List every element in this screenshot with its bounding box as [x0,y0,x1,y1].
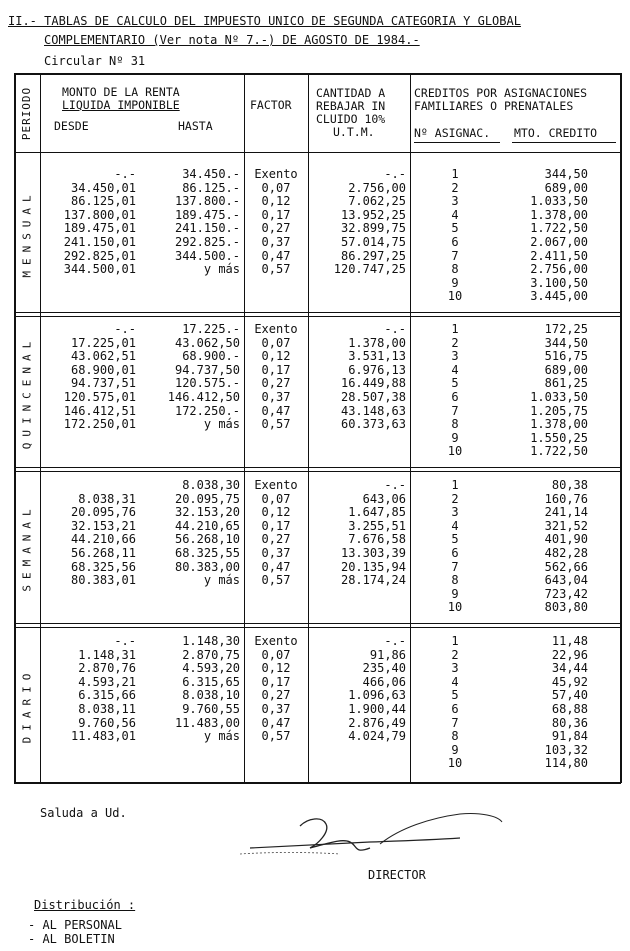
asignac-cell: 6 [451,235,459,249]
rebajar-cell: 7.062,25 [348,194,406,209]
factor-cell: 0,27 [261,532,291,547]
header-mto-credito: MTO. CREDITO [514,126,598,140]
section-sep-3a [14,623,621,624]
rebajar-cell: 16.449,88 [340,376,406,391]
hasta-cell: 68.900.- [182,349,240,364]
rebajar-cell: 1.647,85 [348,505,406,520]
credito-cell: 1.033,50 [530,390,588,404]
factor-cell: 0,47 [261,715,291,730]
credito-cell: 1.722,50 [530,221,588,236]
rebajar-cell: 4.024,79 [348,729,406,744]
asignac-cell: 6 [451,702,459,716]
credito-cell: 57,40 [551,688,588,703]
asignac-cell: 6 [451,390,459,404]
desde-cell: 137.800,01 [63,207,136,222]
factor-cell: 0,07 [261,180,291,195]
credito-cell: 172,25 [544,322,588,336]
asignac-cell: 8 [451,262,459,277]
factor-cell: 0,17 [261,674,291,689]
credito-cell: 2.756,00 [530,262,588,277]
asignac-cell: 10 [447,444,463,459]
rebajar-cell: 1.900,44 [348,702,406,716]
rebajar-cell: 43.148,63 [340,403,406,418]
desde-cell: 86.125,01 [70,194,136,209]
asignac-cell: 3 [451,505,459,520]
hasta-cell: 32.153,20 [174,505,240,520]
hasta-cell: 8.038,30 [182,478,240,492]
factor-cell: 0,12 [261,194,291,209]
hasta-cell: y más [203,262,240,277]
asignac-cell: 3 [451,349,459,364]
table-bottom-border [14,782,621,784]
asignac-cell: 4 [451,362,459,377]
header-hasta: HASTA [178,119,213,133]
desde-cell: 43.062,51 [70,349,136,364]
factor-cell: 0,37 [261,546,291,560]
rebajar-cell: 1.378,00 [348,335,406,350]
asignac-cell: 1 [451,167,459,181]
header-creditos-2: FAMILIARES O PRENATALES [414,99,574,113]
col-sep-cantidad [410,73,411,783]
rebajar-cell: 60.373,63 [340,417,406,432]
factor-cell: 0,57 [261,417,291,432]
table-right-border [620,73,622,783]
credito-cell: 22,96 [551,647,588,662]
asignac-cell: 10 [447,289,463,304]
hasta-cell: 86.125.- [182,180,240,195]
desde-cell: 17.225,01 [70,335,136,350]
credito-cell: 34,44 [551,661,588,676]
desde-cell: -.- [114,634,136,648]
header-cantidad-2: REBAJAR IN [316,99,386,113]
credito-cell: 80,36 [551,715,588,730]
rebajar-cell: 6.976,13 [348,362,406,377]
asignac-cell: 5 [451,376,459,391]
credito-underline [512,142,616,143]
desde-cell: 56.268,11 [70,546,136,560]
rebajar-cell: 1.096,63 [348,688,406,703]
header-monto-2: LIQUIDA IMPONIBLE [62,98,180,112]
asignac-cell: 10 [447,756,463,771]
hasta-cell: y más [203,417,240,432]
credito-cell: 114,80 [544,756,588,771]
hasta-cell: 34.450.- [182,167,240,181]
asignac-cell: 3 [451,661,459,676]
closing-greeting: Saluda a Ud. [40,806,127,820]
rebajar-cell: -.- [384,167,406,181]
credito-cell: 3.100,50 [530,275,588,290]
hasta-cell: 2.870,75 [182,647,240,662]
heading-line-2: COMPLEMENTARIO (Ver nota Nº 7.-) DE AGOSTO DE 1984.- [44,33,420,47]
rebajar-cell: 235,40 [362,661,406,676]
header-periodo: PERIODO [20,86,34,140]
credito-cell: 689,00 [544,362,588,377]
rebajar-cell: 120.747,25 [333,262,406,277]
asignac-cell: 5 [451,221,459,236]
credito-cell: 103,32 [544,742,588,757]
credito-cell: 1.550,25 [530,430,588,445]
section-label-1: QUINCENAL [20,335,34,449]
asignac-cell: 2 [451,647,459,662]
header-cantidad-1: CANTIDAD A [316,86,386,100]
hasta-cell: 94.737,50 [174,362,240,377]
factor-cell: 0,12 [261,661,291,676]
factor-cell: 0,57 [261,262,291,277]
desde-cell: 68.325,56 [70,559,136,574]
desde-cell: 8.038,11 [78,702,136,716]
desde-cell: 80.383,01 [70,573,136,588]
asignac-cell: 9 [451,742,459,757]
desde-cell: 292.825,01 [63,248,136,263]
desde-cell: 146.412,51 [63,403,136,418]
hasta-cell: 120.575.- [174,376,240,391]
table-top-border [14,73,621,75]
section-sep-1b [14,316,621,317]
factor-cell: 0,57 [261,729,291,744]
asignac-cell: 6 [451,546,459,560]
credito-cell: 160,76 [544,491,588,506]
desde-cell: 9.760,56 [78,715,136,730]
col-sep-monto [244,73,245,783]
circular-reference: Circular Nº 31 [44,54,146,68]
hasta-cell: 68.325,55 [174,546,240,560]
rebajar-cell: -.- [384,322,406,336]
rebajar-cell: 2.756,00 [348,180,406,195]
section-sep-2b [14,471,621,472]
rebajar-cell: 28.174,24 [340,573,406,588]
header-bottom-line [14,152,621,153]
hasta-cell: y más [203,573,240,588]
factor-cell: Exento [254,634,298,648]
factor-cell: 0,27 [261,221,291,236]
factor-cell: Exento [254,322,298,336]
rebajar-cell: 91,86 [369,647,406,662]
desde-cell: 2.870,76 [78,661,136,676]
credito-cell: 1.378,00 [530,417,588,432]
credito-cell: 482,28 [544,546,588,560]
section-label-3: DIARIO [20,667,34,743]
asignac-cell: 1 [451,634,459,648]
asignac-cell: 9 [451,430,459,445]
factor-cell: 0,17 [261,362,291,377]
header-desde: DESDE [54,119,89,133]
credito-cell: 3.445,00 [530,289,588,304]
factor-cell: 0,37 [261,235,291,249]
credito-cell: 562,66 [544,559,588,574]
desde-cell: 241.150,01 [63,235,136,249]
credito-cell: 241,14 [544,505,588,520]
credito-cell: 643,04 [544,573,588,588]
credito-cell: 68,88 [551,702,588,716]
credito-cell: 344,50 [544,335,588,350]
desde-cell: 4.593,21 [78,674,136,689]
director-label: DIRECTOR [368,868,426,882]
desde-cell: 120.575,01 [63,390,136,404]
credito-cell: 2.411,50 [530,248,588,263]
hasta-cell: 43.062,50 [174,335,240,350]
credito-cell: 80,38 [551,478,588,492]
asignac-cell: 2 [451,180,459,195]
credito-cell: 516,75 [544,349,588,364]
factor-cell: 0,37 [261,702,291,716]
hasta-cell: 11.483,00 [174,715,240,730]
factor-cell: 0,12 [261,349,291,364]
credito-cell: 91,84 [551,729,588,744]
header-factor: FACTOR [250,98,292,112]
rebajar-cell: -.- [384,634,406,648]
rebajar-cell: 20.135,94 [340,559,406,574]
credito-cell: 1.722,50 [530,444,588,459]
distribution-heading: Distribución : [34,898,136,912]
credito-cell: 11,48 [551,634,588,648]
distribution-item-boletin: - AL BOLETIN [28,932,115,946]
asignac-cell: 4 [451,674,459,689]
distribution-item-personal: - AL PERSONAL [28,918,122,932]
factor-cell: Exento [254,478,298,492]
section-sep-1a [14,312,621,313]
factor-cell: 0,07 [261,491,291,506]
rebajar-cell: -.- [384,478,406,492]
factor-cell: 0,47 [261,559,291,574]
rebajar-cell: 7.676,58 [348,532,406,547]
hasta-cell: 17.225.- [182,322,240,336]
section-label-0: MENSUAL [20,188,34,278]
hasta-cell: 56.268,10 [174,532,240,547]
asignac-cell: 8 [451,573,459,588]
asignac-cell: 10 [447,600,463,615]
hasta-cell: 1.148,30 [182,634,240,648]
section-sep-3b [14,627,621,628]
hasta-cell: y más [203,729,240,744]
desde-cell: -.- [114,167,136,181]
hasta-cell: 172.250.- [174,403,240,418]
factor-cell: 0,07 [261,647,291,662]
hasta-cell: 137.800.- [174,194,240,209]
factor-cell: 0,37 [261,390,291,404]
hasta-cell: 146.412,50 [167,390,240,404]
section-label-2: SEMANAL [20,503,34,592]
rebajar-cell: 13.952,25 [340,207,406,222]
credito-cell: 1.205,75 [530,403,588,418]
rebajar-cell: 2.876,49 [348,715,406,730]
factor-cell: 0,27 [261,688,291,703]
hasta-cell: 8.038,10 [182,688,240,703]
desde-cell: 34.450,01 [70,180,136,195]
desde-cell: 172.250,01 [63,417,136,432]
desde-cell: 6.315,66 [78,688,136,703]
rebajar-cell: 643,06 [362,491,406,506]
desde-cell: 344.500,01 [63,262,136,277]
asignac-cell: 4 [451,207,459,222]
rebajar-cell: 57.014,75 [340,235,406,249]
col-sep-factor [308,73,309,783]
rebajar-cell: 13.303,39 [340,546,406,560]
rebajar-cell: 3.255,51 [348,518,406,533]
asignac-cell: 2 [451,491,459,506]
hasta-cell: 292.825.- [174,235,240,249]
factor-cell: 0,47 [261,403,291,418]
desde-cell: 11.483,01 [70,729,136,744]
asignac-cell: 9 [451,275,459,290]
factor-cell: 0,17 [261,207,291,222]
credito-cell: 1.033,50 [530,194,588,209]
credito-cell: 45,92 [551,674,588,689]
desde-cell: 68.900,01 [70,362,136,377]
credito-cell: 861,25 [544,376,588,391]
desde-cell: 189.475,01 [63,221,136,236]
header-cantidad-3: CLUIDO 10% [316,112,386,126]
hasta-cell: 20.095,75 [174,491,240,506]
asignac-cell: 3 [451,194,459,209]
asignac-cell: 1 [451,322,459,336]
credito-cell: 723,42 [544,586,588,601]
rebajar-cell: 32.899,75 [340,221,406,236]
credito-cell: 803,80 [544,600,588,615]
hasta-cell: 6.315,65 [182,674,240,689]
hasta-cell: 44.210,65 [174,518,240,533]
heading-line-1 [8,14,521,28]
asignac-cell: 7 [451,403,459,418]
hasta-cell: 344.500.- [174,248,240,263]
section-sep-2a [14,467,621,468]
rebajar-cell: 466,06 [362,674,406,689]
factor-cell: 0,07 [261,335,291,350]
header-cantidad-4: U.T.M. [333,125,375,139]
heading-line-1-text: II.- TABLAS DE CALCULO DEL IMPUESTO UNICO DE SEGUNDA CATEGORIA Y GLOBAL [8,14,521,28]
asignac-cell: 4 [451,518,459,533]
header-creditos-1: CREDITOS POR ASIGNACIONES [414,86,588,100]
factor-cell: 0,47 [261,248,291,263]
hasta-cell: 189.475.- [174,207,240,222]
factor-cell: Exento [254,167,298,181]
credito-cell: 401,90 [544,532,588,547]
hasta-cell: 4.593,20 [182,661,240,676]
desde-cell: 44.210,66 [70,532,136,547]
rebajar-cell: 3.531,13 [348,349,406,364]
credito-cell: 344,50 [544,167,588,181]
desde-cell: 32.153,21 [70,518,136,533]
desde-cell: -.- [114,322,136,336]
asignac-underline [414,142,500,143]
asignac-cell: 7 [451,248,459,263]
credito-cell: 2.067,00 [530,235,588,249]
hasta-cell: 9.760,55 [182,702,240,716]
asignac-cell: 9 [451,586,459,601]
header-monto-1: MONTO DE LA RENTA [62,85,180,99]
asignac-cell: 1 [451,478,459,492]
asignac-cell: 2 [451,335,459,350]
credito-cell: 321,52 [544,518,588,533]
desde-cell: 1.148,31 [78,647,136,662]
factor-cell: 0,57 [261,573,291,588]
asignac-cell: 7 [451,715,459,730]
asignac-cell: 8 [451,417,459,432]
credito-cell: 689,00 [544,180,588,195]
credito-cell: 1.378,00 [530,207,588,222]
desde-cell: 94.737,51 [70,376,136,391]
asignac-cell: 7 [451,559,459,574]
asignac-cell: 5 [451,688,459,703]
desde-cell: 8.038,31 [78,491,136,506]
asignac-cell: 8 [451,729,459,744]
factor-cell: 0,12 [261,505,291,520]
header-n-asignac: Nº ASIGNAC. [414,126,491,140]
factor-cell: 0,17 [261,518,291,533]
rebajar-cell: 86.297,25 [340,248,406,263]
hasta-cell: 80.383,00 [174,559,240,574]
hasta-cell: 241.150.- [174,221,240,236]
rebajar-cell: 28.507,38 [340,390,406,404]
desde-cell: 20.095,76 [70,505,136,520]
factor-cell: 0,27 [261,376,291,391]
asignac-cell: 5 [451,532,459,547]
